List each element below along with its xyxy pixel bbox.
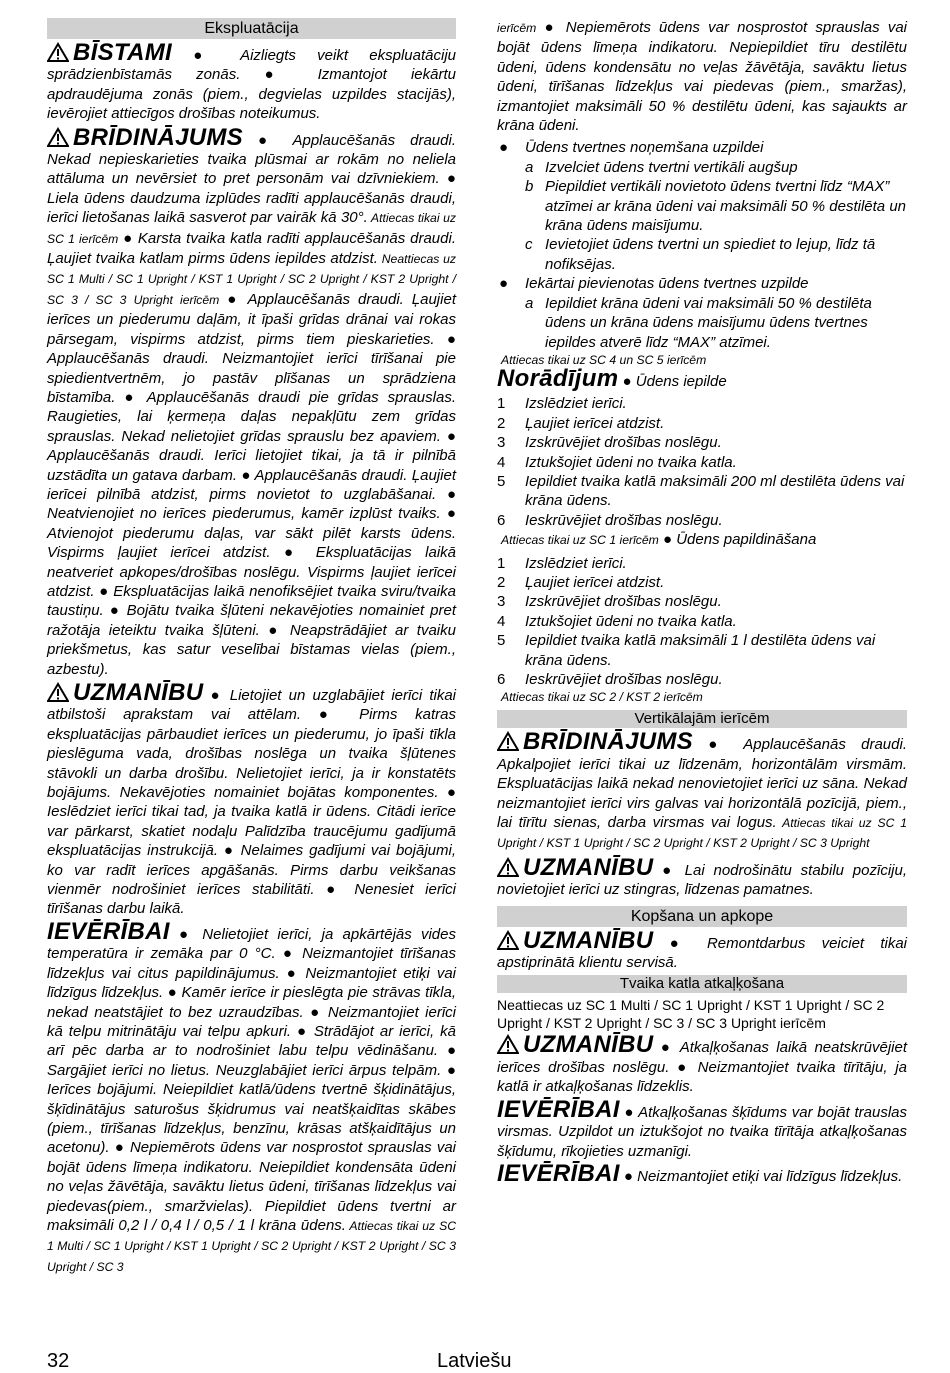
bullet-icon: ● (499, 275, 509, 293)
signal-word: BRĪDINĀJUMS (523, 728, 693, 756)
step-text: Izslēdziet ierīci. (525, 554, 627, 572)
steps-list-water-fill (497, 394, 907, 530)
signal-word: IEVĒRĪBAI (497, 1159, 620, 1187)
step-text: Ļaujiet ierīcei atdzist. (525, 414, 665, 432)
notice-water-fill (497, 364, 907, 392)
paragraph-text: ● Aizliegts veikt ekspluatāciju sprādzienbīstamās zonās. ● Izmantojot iekārtu apdraudējuma zonās (piem., degvielas uzpildes stacijās), ievērojiet attiecīgos drošības noteikumus. (47, 47, 456, 123)
warning-triangle-icon (497, 731, 519, 751)
warning-paragraph (497, 728, 907, 853)
step-item (497, 592, 907, 611)
right-column (497, 18, 907, 1189)
step-text: Izskrūvējiet drošības noslēgu. (525, 593, 722, 611)
step-item (497, 670, 907, 689)
signal-word: UZMANĪBU (523, 853, 654, 881)
step-number: 6 (497, 671, 506, 688)
applicability-note: Attiecas tikai uz SC 1 ierīcēm (47, 211, 456, 246)
sub-list-item (525, 177, 907, 235)
warning-triangle-icon (47, 42, 69, 62)
paragraph-text: ● Lai nodrošinātu stabilu pozīciju, novietojiet ierīci uz stingras, līdzenas pamatnes. (497, 861, 907, 899)
warning-triangle-icon (497, 857, 519, 877)
step-text: Ļaujiet ierīcei atdzist. (525, 573, 665, 591)
step-number: 2 (497, 414, 506, 432)
water-refill-heading (501, 530, 907, 550)
section-title-care-maintenance: Kopšana un apkope (497, 906, 907, 927)
step-text: Ieskrūvējiet drošības noslēgu. (525, 511, 723, 529)
section-title-operation: Ekspluatācija (47, 18, 456, 39)
paragraph-text: ● Ūdens iepilde (618, 372, 727, 390)
signal-word: BĪSTAMI (73, 39, 172, 66)
paragraph-text: ● Applaucēšanās draudi. Nekad nepieskarieties tvaika plūsmai ar rokām no neliela attāluma un nevērsiet to pret personām vai dzīvniekiem. ● Liela ūdens daudzuma izplūdes radīti applaucēšanās draudi, ierīci lietošanas laikā sasverot par vairāk kā 30°. (47, 131, 456, 227)
step-text: Izskrūvējiet drošības noslēgu. (525, 434, 722, 452)
left-column (47, 18, 456, 1280)
bullet-icon: ● (499, 139, 509, 157)
caution-paragraph (47, 679, 456, 919)
sub-list (525, 294, 907, 352)
paragraph-text: ● Atkaļķošanas laikā neatskrūvējiet ierīces drošības noslēgu. ● Neizmantojiet tvaika tīrītāju, ja katlā ir atkaļķošanas līdzeklis. (497, 1039, 907, 1096)
step-number: 2 (497, 573, 506, 591)
step-number: 1 (497, 554, 506, 572)
warning-triangle-icon (497, 1034, 519, 1054)
step-item (497, 394, 907, 413)
paragraph-text: ● Lietojiet un uzglabājiet ierīci tikai atbilstoši aprakstam vai attēlam. ● Pirms katras ekspluatācijas pārbaudiet ierīces un piederumu, jo īpaši tīkla pieslēguma vada, drošības noslēga un tvaika šļūtenes stāvokli un darba drošību. Nelietojiet ierīci, ja ir konstatēts bojājums. Nekavējoties nomainiet bojātas komponentes. ● Ieslēdziet ierīci tikai tad, ja tvaika katlā ir ūdens. Citādi ierīce var pārkarst, skatiet nodaļu Palīdzība traucējumu gadījumā ekspluatācijas instrukcijā. ● Nelaimes gadījumi vai bojājumi, ko var radīt ierīces apgāšanās. Pirms darbu veikšanas vienmēr nodrošiniet ierīces stabilitāti. ● Nenesiet ierīci tīrīšanas darbu laikā. (47, 687, 456, 918)
step-text: Izslēdziet ierīci. (525, 395, 627, 413)
sub-list (525, 158, 907, 274)
step-item (497, 433, 907, 452)
caution-paragraph (497, 1031, 907, 1096)
sub-list-key: b (525, 178, 534, 196)
signal-word: IEVĒRĪBAI (47, 917, 170, 945)
step-text: Iztukšojiet ūdeni no tvaika katla. (525, 612, 737, 630)
danger-paragraph (47, 39, 456, 124)
step-item (497, 453, 907, 472)
step-item (497, 554, 907, 573)
paragraph-text: ● Nelietojiet ierīci, ja apkārtējās vides temperatūra ir zemāka par 0 °C. ● Neizmantojiet tīrīšanas līdzekļus vai citus papildinājumus. ● Neizmantojiet etiķi vai līdzīgus līdzekļus. ● Kamēr ierīce ir pieslēgta pie strāvas tīkla, nekad neatstājiet to bez uzraudzības. ● Neizmantojiet ierīci kā telpu mitrinātāju vai telpu apkuri. ● Strādājot ar ierīci, kā arī pēc darba ar to nodrošiniet labu telpu vēdināšanu. ● Sargājiet ierīci no lietus. Neuzglabājiet ierīci ārpus telpām. ● Ierīces bojājumi. Neiepildiet katlā/ūdens tvertnē šķidinātājus, šķīdinātājus saturošus šķidrumus vai neatšķaidītas skābes (piem., tīrīšanas līdzekļus, benzīnu, krāsas atšķaidītājus un acetonu). ● Nepiemērots ūdens var nosprostot sprauslas vai bojāt ūdens līmeņa indikatoru. Neiepildiet kondensāta ūdeni no veļas žāvētāja, savāktu lietus ūdeni, tīrīšanas līdzekļus vai piedevas(piem., smaržvielas). Piepildiet ūdens tvertni ar maksimāli 0,2 l / 0,4 l / 0,5 / 1 l krāna ūdens. (47, 925, 456, 1234)
list-item (497, 138, 907, 274)
paragraph-text: ● Atkaļķošanas šķīdums var bojāt trauslas virsmas. Uzpildot un iztukšojot no tvaika tīrītāja atkaļķošanas šķīdumu, rīkojieties uzmanīgi. (497, 1103, 907, 1160)
signal-word: IEVĒRĪBAI (497, 1095, 620, 1123)
signal-word: UZMANĪBU (523, 1031, 654, 1059)
warning-paragraph (47, 123, 456, 679)
section-title-vertical-devices: Vertikālajām ierīcēm (497, 710, 907, 728)
warning-triangle-icon (47, 682, 69, 702)
paragraph-text: ● Remontdarbus veiciet tikai apstiprinātā klientu servisā. (497, 934, 907, 972)
step-item (497, 631, 907, 670)
step-number: 5 (497, 632, 506, 650)
applicability-note: ierīcēm (497, 21, 537, 35)
paragraph-text: ● Ūdens papildināšana (658, 531, 817, 549)
step-item (497, 472, 907, 511)
paragraph-text: ● Nepiemērots ūdens var nosprostot sprauslas vai bojāt ūdens līmeņa indikatoru. Nepiepildiet tīru destilētu ūdeni, ūdens kondensātu no veļas žāvētāja, savāktu lietus ūdeni, tīrīšanas līdzekļus vai piedevas (piem., smaržas), izmantojiet maksimāli 50 % destilētu ūdeni, kas sajaukts ar krāna ūdeni. (497, 19, 907, 135)
paragraph-text: ● Applaucēšanās draudi. Apkalpojiet ierīci tikai uz līdzenām, horizontālām virsmām. Ekspluatācijas laikā nekad nenovietojiet ierīci uz sāna. Nekad neizmantojiet ierīci virs galvas vai horizontālā pozīcijā, piem., lai tīrītu sienas, darba virsmas vai logus. (497, 736, 907, 832)
applicability-note: Attiecas tikai uz SC 1 Multi / SC 1 Upright / KST 1 Upright / SC 2 Upright / KST 2 Upright / SC 3 Upright / SC 3 (47, 1218, 456, 1274)
sub-list-item (525, 158, 907, 177)
step-number: 5 (497, 472, 506, 490)
notice-paragraph (497, 1095, 907, 1161)
list-item-text: Iekārtai pievienotas ūdens tvertnes uzpilde (525, 275, 809, 293)
fill-procedure-list (497, 138, 907, 351)
applicability-note: Attiecas tikai uz SC 1 ierīcēm (501, 533, 659, 548)
sub-list-item (525, 294, 907, 352)
step-text: Ieskrūvējiet drošības noslēgu. (525, 671, 723, 688)
warning-triangle-icon (47, 127, 69, 147)
list-item-text: Ūdens tvertnes noņemšana uzpildei (525, 139, 764, 157)
continued-paragraph (497, 18, 907, 135)
step-number: 6 (497, 511, 506, 529)
caution-paragraph (497, 926, 907, 973)
applicability-note: Neattiecas uz SC 1 Multi / SC 1 Upright / KST 1 Upright / SC 2 Upright / KST 2 Upright / SC 3 / SC 3 Upright ierīcēm (497, 997, 885, 1032)
list-item (497, 274, 907, 352)
step-text: Iztukšojiet ūdeni no tvaika katla. (525, 453, 737, 471)
step-number: 1 (497, 395, 506, 413)
paragraph-text: ● Neizmantojiet etiķi vai līdzīgus līdzekļus. (619, 1167, 903, 1185)
warning-triangle-icon (497, 930, 519, 950)
sub-list-key: c (525, 236, 533, 254)
step-text: Iepildiet tvaika katlā maksimāli 200 ml destilēta ūdens vai krāna ūdens. (525, 472, 905, 510)
step-item (497, 573, 907, 592)
paragraph-text: ● Applaucēšanās draudi. Ļaujiet ierīces un piederumu daļām, it īpaši grīdas drānai vai rokas pārsegam, vispirms atdzist, pirms tiem pieskarieties. ● Applaucēšanās draudi. Neizmantojiet ierīci tīrīšanai pie spiedientvertnēm, jo pastāv plīšanas un sprādziena bīstamība. ● Applaucēšanās draudi pie grīdas sprauslas. Raugieties, lai ķermeņa daļas nepakļūtu zem grīdas sprauslas. Nekad nelietojiet grīdas sprauslu bez apaviem. ● Applaucēšanās draudi. Ierīci lietojiet tikai, ja tā ir pilnībā uzstādīta un gatava darbam. ● Applaucēšanās draudi. Ļaujiet ierīcei pilnībā atdzist, pirms novietot to uzglabāšanai. ● Neatvienojiet no ierīces piederumus, kamēr izplūst tvaiks. ● Atvienojot piederumu daļas, var sākt pilēt karsts ūdens. Vispirms ļaujiet ierīcei atdzist. ● Ekspluatācijas laikā neatveriet apkopes/drošības noslēgu. Vispirms ļaujiet ierīcei atdzist. ● Ekspluatācijas laikā nenofiksējiet tvaika sviru/tvaika taustiņu. ● Bojātu tvaika šļūteni nekavējoties nomainiet pret ražotāja ieteiktu tvaika šļūteni. ● Neapstrādājiet ar tvaiku priekšmetus, kas satur veselībai bīstamas vielas (piem., azbestu). (47, 290, 456, 678)
sub-list-text: Ievietojiet ūdens tvertni un spiediet to lejup, līdz tā nofiksējas. (545, 236, 876, 273)
caution-paragraph (497, 853, 907, 900)
sub-list-text: Iepildiet krāna ūdeni vai maksimāli 50 % destilēta ūdens un krāna ūdens maisījumu ūdens tvertnes iepildes atverē līdz “MAX” atzīmei. (545, 294, 872, 351)
step-number: 3 (497, 593, 506, 611)
step-text: Iepildiet tvaika katlā maksimāli 1 l destilēta ūdens vai krāna ūdens. (525, 632, 876, 669)
footer-language: Latviešu (437, 1350, 512, 1372)
section-title-descaling: Tvaika katla atkaļķošana (497, 975, 907, 993)
sub-list-text: Izvelciet ūdens tvertni vertikāli augšup (545, 158, 798, 176)
sub-list-text: Piepildiet vertikāli novietoto ūdens tvertni līdz “MAX” atzīmei ar krāna ūdeni vai maksimāli 50 % destilēta un krāna ūdens maisījumu. (545, 178, 907, 235)
sub-list-key: a (525, 294, 534, 312)
applicability-note: Attiecas tikai uz SC 4 un SC 5 ierīcēm (501, 352, 707, 367)
step-number: 4 (497, 453, 506, 471)
step-number: 4 (497, 612, 506, 630)
step-number: 3 (497, 434, 506, 452)
notice-paragraph (47, 917, 456, 1277)
signal-word: Norādījum (497, 364, 619, 392)
signal-word: BRĪDINĀJUMS (73, 123, 243, 151)
applicability-note: Attiecas tikai uz SC 1 Upright / KST 1 Upright / SC 2 Upright / KST 2 Upright / SC 3 Upright (497, 816, 907, 851)
step-item (497, 612, 907, 631)
applicability-note: Attiecas tikai uz SC 2 / KST 2 ierīcēm (501, 690, 703, 705)
steps-list-water-refill (497, 554, 907, 690)
step-item (497, 511, 907, 530)
signal-word: UZMANĪBU (523, 926, 654, 954)
signal-word: UZMANĪBU (73, 679, 204, 706)
sub-list-item (525, 235, 907, 274)
applicability-note: Neattiecas uz SC 1 Multi / SC 1 Upright / KST 1 Upright / SC 2 Upright / KST 2 Upright / SC 3 / SC 3 Upright ierīcēm (47, 252, 456, 307)
notice-paragraph (497, 1159, 907, 1187)
paragraph-text: ● Karsta tvaika katla radīti applaucēšanās draudi. Ļaujiet tvaika katlam pirms ūdens iepildes atdzist. (47, 229, 456, 268)
sub-list-key: a (525, 158, 534, 176)
step-item (497, 414, 907, 433)
page-number: 32 (47, 1350, 70, 1372)
